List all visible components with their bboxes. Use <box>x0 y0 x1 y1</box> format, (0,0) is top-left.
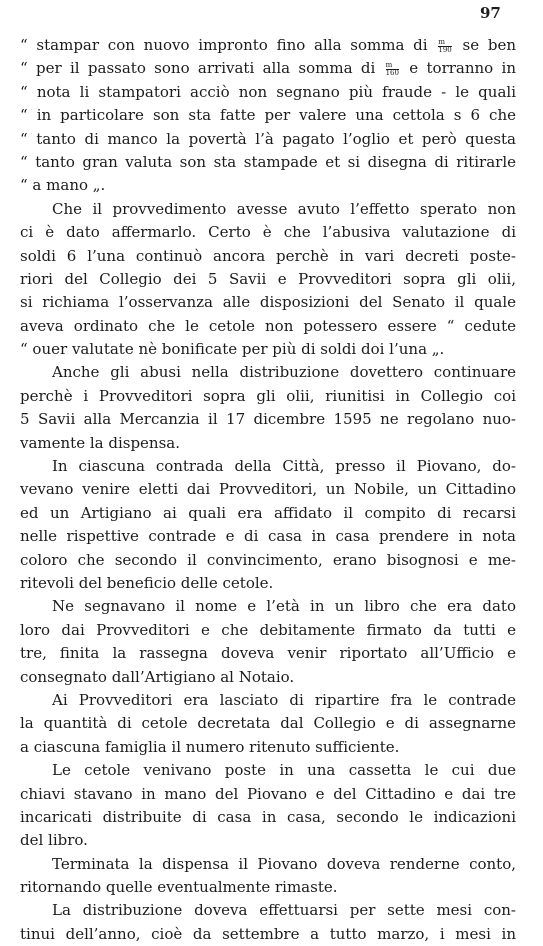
text-line-segment: soldi 6 l’una continuò ancora perchè in vari decreti poste- <box>20 246 516 265</box>
text-line <box>20 455 516 478</box>
text-line-segment: se ben <box>453 36 516 54</box>
fraction <box>438 39 451 54</box>
text-line-segment: Le cetole venivano poste in una cassetta le cui due <box>52 761 516 780</box>
text-line-segment: si richiama l’osservanza alle disposizioni del Senato il quale <box>20 293 516 312</box>
fraction-denominator: 190 <box>438 45 452 54</box>
text-line <box>20 923 516 946</box>
text-line <box>20 268 516 291</box>
text-line-segment: incaricati distribuite di casa in casa, secondo le indicazioni <box>20 807 516 826</box>
fraction-denominator: 160 <box>385 68 399 77</box>
text-line <box>20 128 516 151</box>
text-line <box>20 549 516 572</box>
text-line-segment: consegnato dall’Artigiano al Notaio. <box>20 667 295 686</box>
text-line-segment: tre, finita la rassegna doveva venir riportato all’Ufficio e <box>20 644 516 663</box>
text-line <box>20 432 516 455</box>
text-line <box>20 104 516 127</box>
text-line <box>20 666 516 689</box>
text-line <box>20 478 516 501</box>
text-line <box>20 712 516 735</box>
text-line-segment: la quantità di cetole decretata dal Collegio e di assegnarne <box>20 714 516 733</box>
text-line-segment: loro dai Provveditori e che debitamente firmato da tutti e <box>20 620 516 639</box>
text-line-segment: perchè i Provveditori sopra gli olii, riunitisi in Collegio coi <box>20 386 516 405</box>
text-line <box>20 338 516 361</box>
text-line-segment: a ciascuna famiglia il numero ritenuto sufficiente. <box>20 737 400 756</box>
text-line <box>20 525 516 548</box>
text-line-segment: Terminata la dispensa il Piovano doveva renderne conto, <box>52 854 516 873</box>
text-line-segment: tinui dell’anno, cioè da settembre a tutto marzo, i mesi in <box>20 924 516 943</box>
text-line <box>20 876 516 899</box>
text-line-segment: coloro che secondo il convincimento, erano bisognosi e me- <box>20 550 516 569</box>
text-line <box>20 291 516 314</box>
text-line-segment: “ nota li stampatori acciò non segnano più fraude - le quali <box>20 82 516 101</box>
page-number: 97 <box>480 4 501 22</box>
text-line-segment: “ stampar con nuovo impronto fino alla somma di <box>20 36 437 54</box>
text-line-segment: riori del Collegio dei 5 Savii e Provveditori sopra gli olii, <box>20 269 516 288</box>
text-line <box>20 759 516 782</box>
text-line-segment: “ in particolare son sta fatte per valere una cettola s 6 che <box>20 106 516 125</box>
text-line-segment: Ne segnavano il nome e l’età in un libro che era dato <box>52 597 516 616</box>
text-line-segment: “ a mano „. <box>20 176 106 195</box>
text-line <box>20 853 516 876</box>
text-line <box>20 408 516 431</box>
text-line <box>20 572 516 595</box>
text-line <box>20 736 516 759</box>
text-line <box>20 221 516 244</box>
text-line <box>20 385 516 408</box>
text-line-segment: vamente la dispensa. <box>20 433 181 452</box>
text-line-segment: aveva ordinato che le cetole non potessero essere “ cedute <box>20 316 516 335</box>
text-line-segment: ritevoli del beneficio delle cetole. <box>20 573 274 592</box>
fraction-numerator: m <box>386 62 399 70</box>
text-line <box>20 198 516 221</box>
text-line <box>20 619 516 642</box>
text-line <box>20 899 516 922</box>
fraction <box>386 62 399 77</box>
text-line-segment: In ciascuna contrada della Città, presso il Piovano, do- <box>52 457 516 476</box>
text-line-segment: 5 Savii alla Mercanzia il 17 dicembre 1595 ne regolano nuo- <box>20 410 516 429</box>
text-line <box>20 151 516 174</box>
text-line <box>20 57 516 80</box>
text-line <box>20 689 516 712</box>
body-text <box>20 34 516 946</box>
text-line <box>20 245 516 268</box>
text-line-segment: Ai Provveditori era lasciato di ripartire fra le contrade <box>52 690 516 709</box>
text-line <box>20 783 516 806</box>
fraction-numerator: m <box>438 39 451 47</box>
text-line <box>20 34 516 57</box>
text-line-segment: chiavi stavano in mano del Piovano e del Cittadino e dai tre <box>20 784 516 803</box>
text-line-segment: del libro. <box>20 831 88 850</box>
text-line-segment: nelle rispettive contrade e di casa in casa prendere in nota <box>20 527 516 546</box>
text-line-segment: vevano venire eletti dai Provveditori, un Nobile, un Cittadino <box>20 480 516 499</box>
text-line-segment: Che il provvedimento avesse avuto l’effetto sperato non <box>52 199 516 218</box>
text-line-segment: ritornando quelle eventualmente rimaste. <box>20 878 338 897</box>
text-line-segment: Anche gli abusi nella distribuzione dovettero continuare <box>52 363 516 382</box>
text-line-segment: ci è dato affermarlo. Certo è che l’abusiva valutazione di <box>20 223 516 242</box>
text-line <box>20 81 516 104</box>
text-line <box>20 642 516 665</box>
text-line-segment: “ tanto di manco la povertà l’à pagato l’oglio et però questa <box>20 129 516 148</box>
text-line <box>20 829 516 852</box>
text-line <box>20 361 516 384</box>
text-line-segment: La distribuzione doveva effettuarsi per sette mesi con- <box>52 901 516 920</box>
text-line <box>20 315 516 338</box>
text-line-segment: “ per il passato sono arrivati alla somma di <box>20 59 384 78</box>
text-line-segment: “ tanto gran valuta son sta stampade et si disegna di ritirarle <box>20 152 516 171</box>
text-line-segment: e torranno in <box>400 59 516 78</box>
text-line-segment: ed un Artigiano ai quali era affidato il compito di recarsi <box>20 503 516 522</box>
text-line <box>20 174 516 197</box>
text-line-segment: “ ouer valutate nè bonificate per più di soldi doi l’una „. <box>20 340 445 359</box>
text-line <box>20 502 516 525</box>
text-line <box>20 806 516 829</box>
text-line <box>20 595 516 618</box>
